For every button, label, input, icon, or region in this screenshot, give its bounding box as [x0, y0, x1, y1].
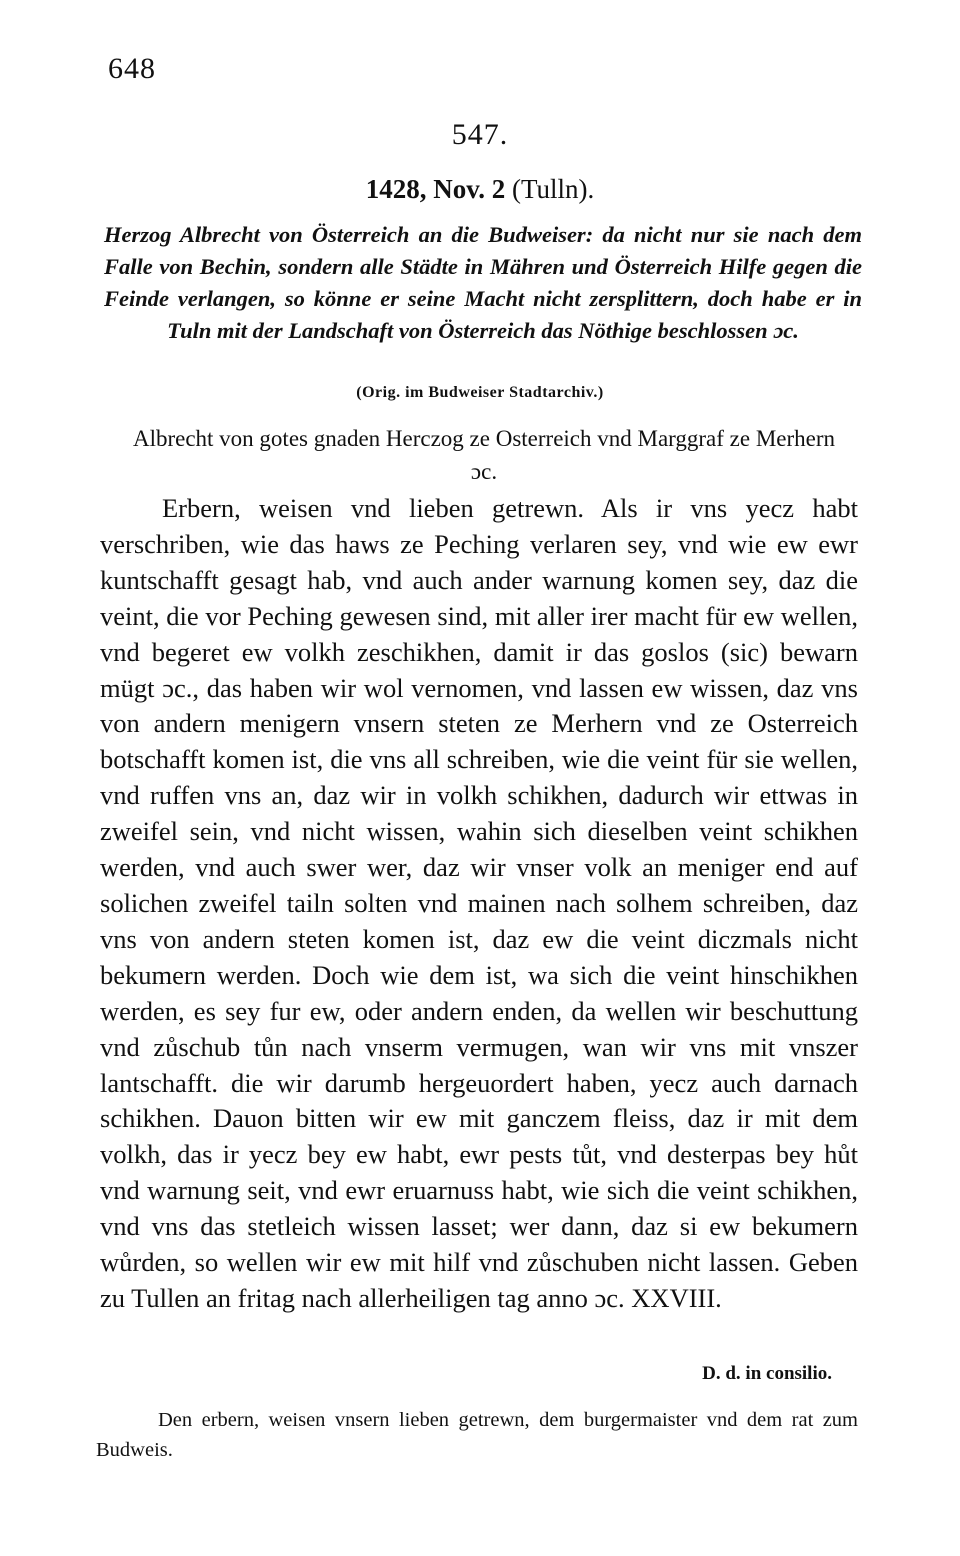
archive-source: (Orig. im Budweiser Stadtarchiv.): [356, 384, 604, 401]
intitulatio: Albrecht von gotes gnaden Herczog ze Osterreich vnd Marggraf ze Merhern ɔc.: [132, 426, 836, 484]
date-line: [0, 174, 960, 205]
page-number: 648: [108, 52, 156, 85]
letter-address: [96, 1405, 858, 1465]
letter-body: [100, 491, 858, 1317]
document-place: (Tulln).: [511, 174, 595, 204]
letter-address-text: Den erbern, weisen vnsern lieben getrewn, dem burgermaister vnd dem rat zum Budweis.: [96, 1409, 858, 1461]
signature-note: D. d. in consilio.: [702, 1363, 832, 1384]
document-summary: Herzog Albrecht von Österreich an die Budweiser: da nicht nur sie nach dem Falle von Bechin, sondern alle Städte in Mähren und Österreich Hilfe gegen die Feinde verlangen, so könne er seine Macht nicht zersplittern, doch habe er in Tuln mit der Landschaft von Österreich das Nöthige beschlossen ɔc.: [104, 222, 862, 343]
document-date: 1428, Nov. 2: [365, 174, 506, 204]
letter-body-text: Erbern, weisen vnd lieben getrewn. Als ir vns yecz habt verschriben, wie das haws ze Peching verlaren sey, vnd wie ew ewr kuntschafft gesagt hab, vnd auch ander warnung komen sey, daz die veint, die vor Peching gewesen sind, mit aller irer macht für ew wellen, vnd begeret ew volkh zeschikhen, damit ir das goslos (sic) bewarn mügt ɔc., das haben wir wol vernomen, vnd lassen ew wissen, daz vns von andern menigern vnsern steten ze Merhern vnd ze Osterreich botschafft komen ist, die vns all schreiben, wie die veint für sie wellen, vnd ruffen vns an, daz wir in volkh schikhen, dadurch wir ettwas in zweifel sein, vnd nicht wissen, wahin sich dieselben veint schikhen werden, vnd auch swer wer, daz wir vnser volk an meniger end auf solichen zweifel tailn solten vnd mainen nach solhem schreiben, daz vns von andern steten komen ist, daz ew die veint diczmals nicht bekumern werden. Doch wie dem ist, wa sich die veint hinschikhen werden, es sey fur ew, oder andern enden, da wellen wir beschuttung vnd zůschub tůn nach vnserm vermugen, wan wir vns mit vnszer lantschafft. die wir darumb hergeuordert haben, yecz auch darnach schikhen. Dauon bitten wir ew mit ganczem fleiss, daz ir mit dem volkh, das ir yecz bey ew habt, ewr pests tůt, vnd desterpas bey hůt vnd warnung seit, vnd ewr eruarnuss habt, wie sich die veint schikhen, vnd vns das stetleich wissen lasset; wer dann, daz si ew bekumern wůrden, so wellen wir ew mit hilf vnd zůschuben nicht lassen. Geben zu Tullen an fritag nach allerheiligen tag anno ɔc. XXVIII.: [100, 493, 858, 1313]
document-number: 547.: [451, 118, 509, 151]
